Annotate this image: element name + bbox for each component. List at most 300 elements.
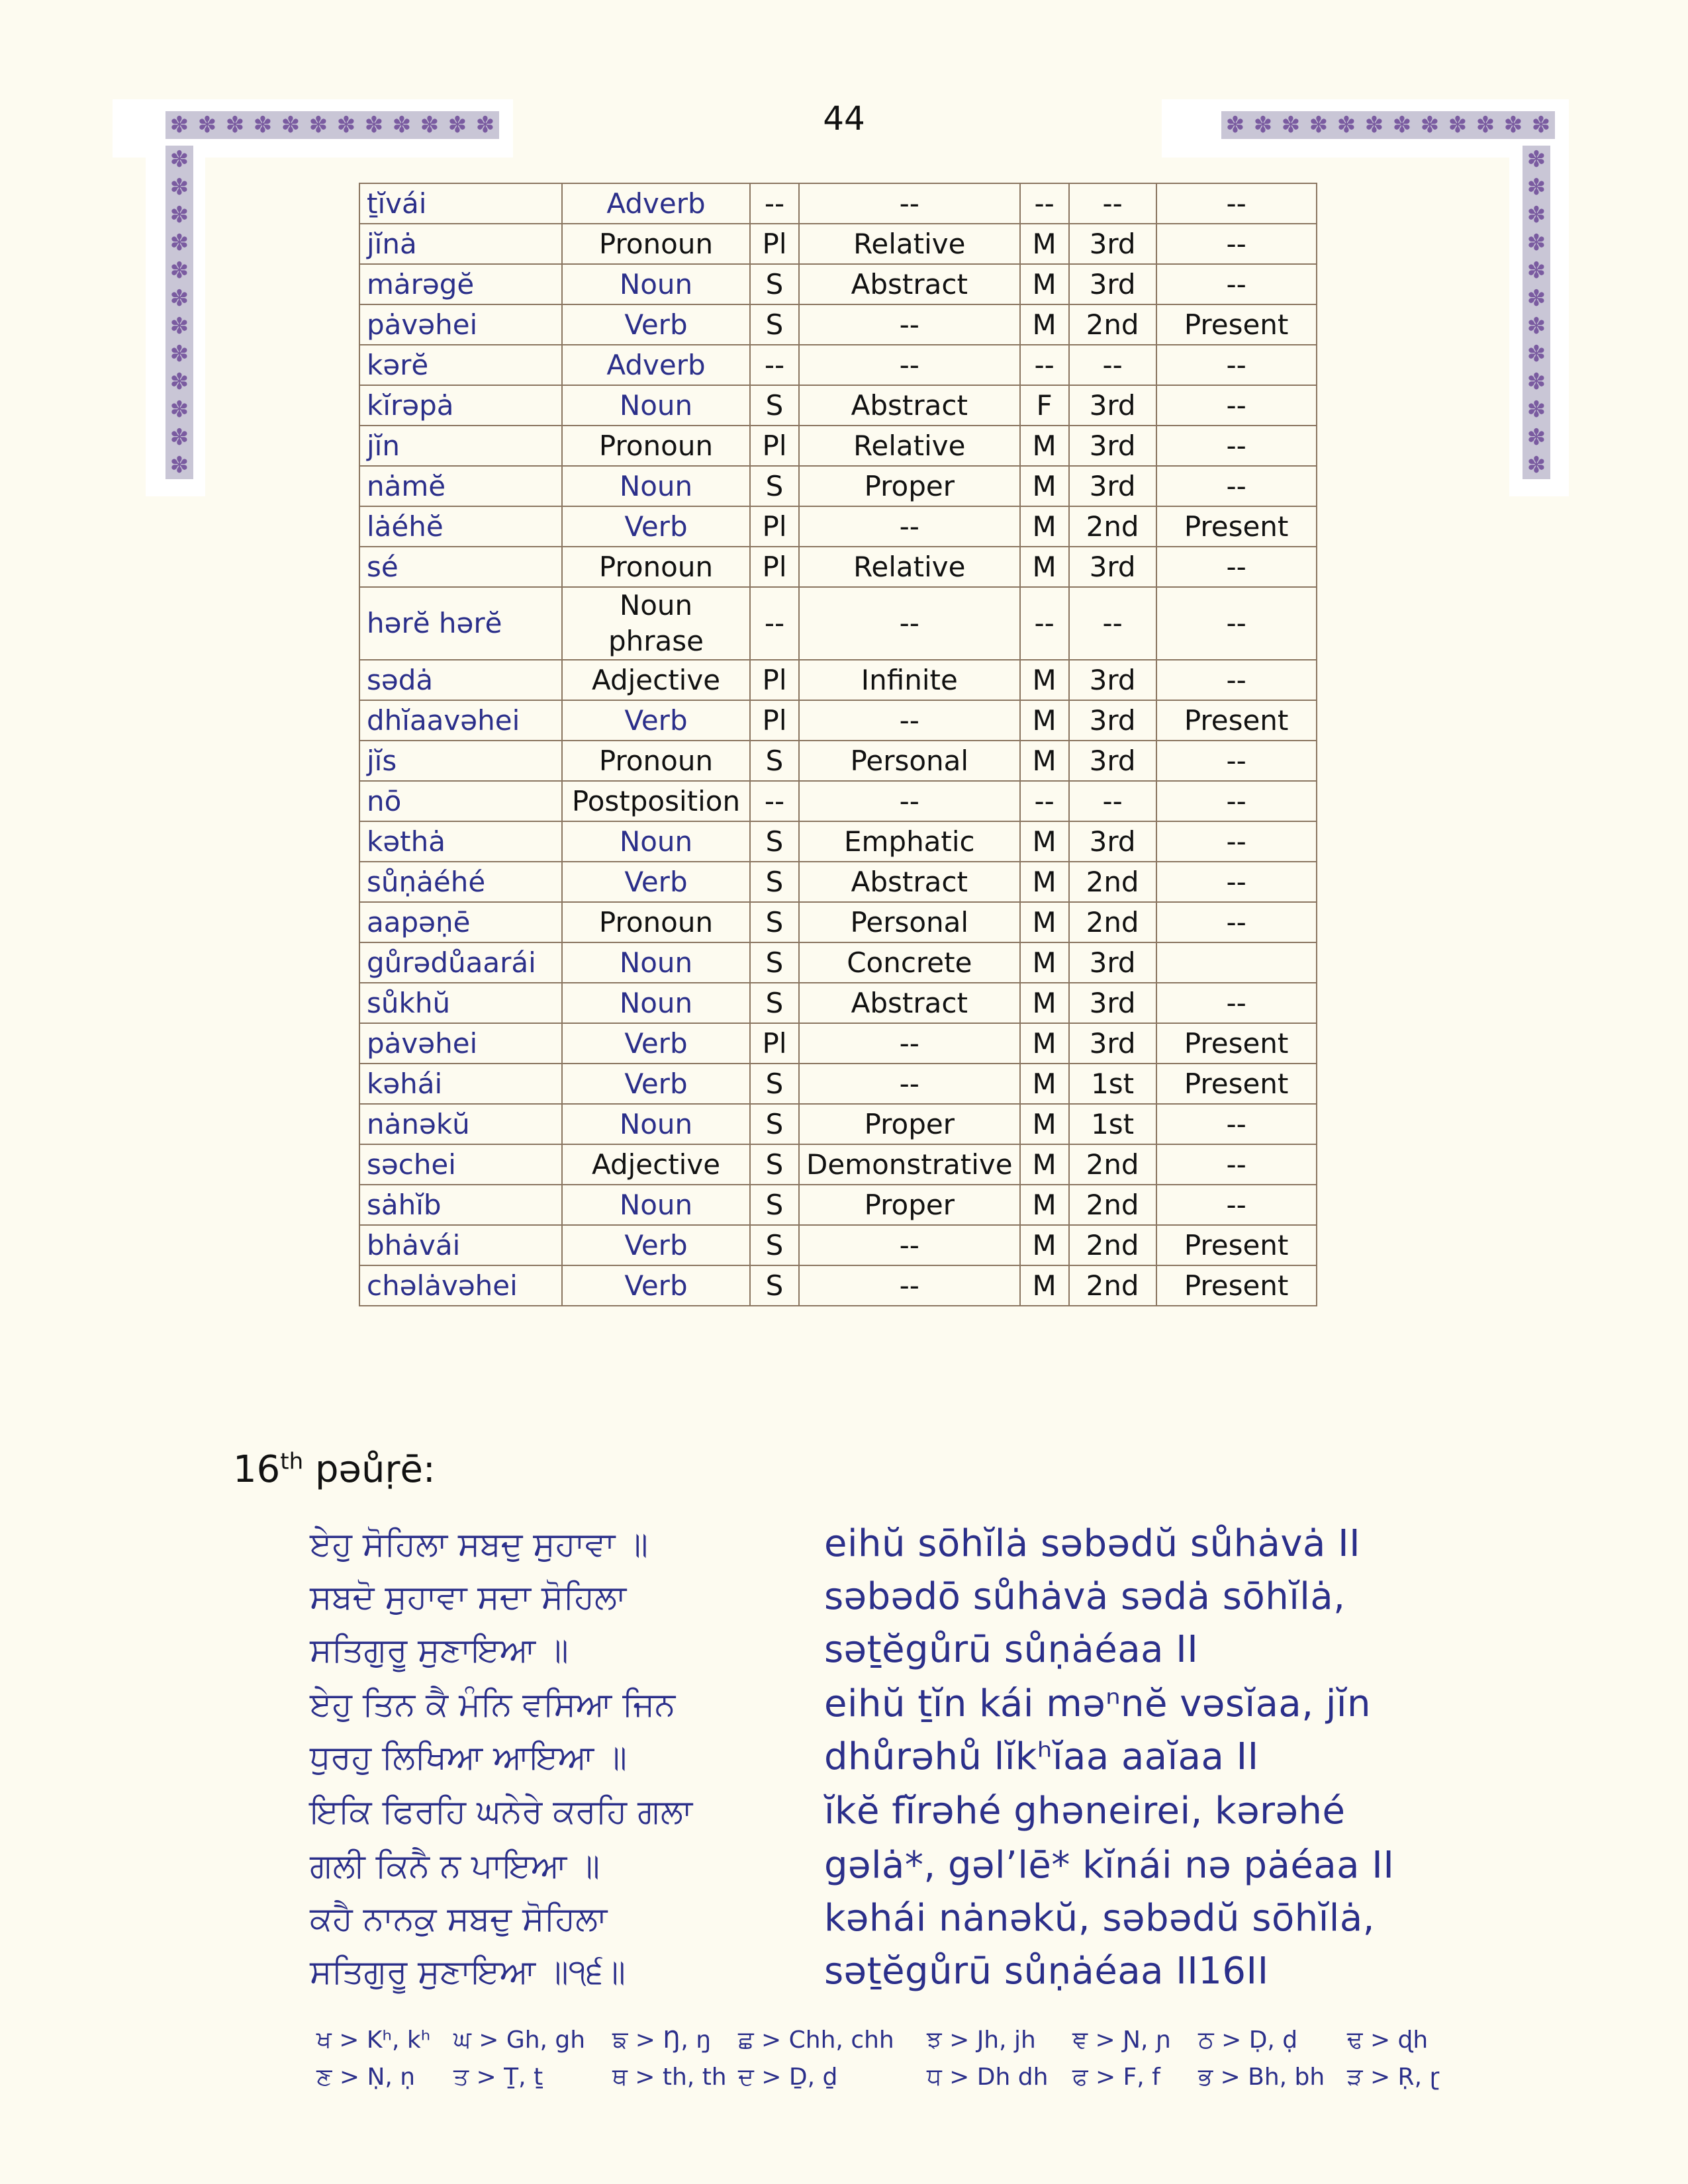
cell-gender: M <box>1020 466 1069 506</box>
cell-type: -- <box>799 587 1020 660</box>
table-row <box>359 426 1317 466</box>
cell-num: Pl <box>750 426 799 466</box>
cell-num: S <box>750 902 799 942</box>
cell-gender: M <box>1020 821 1069 862</box>
cell-gender: M <box>1020 1064 1069 1104</box>
table-row <box>359 385 1317 426</box>
flower-ornament-icon: ✽ <box>1416 111 1444 139</box>
cell-pos: Verb <box>562 506 750 547</box>
cell-word: jĭs <box>359 741 562 781</box>
cell-pos: Noun phrase <box>562 587 750 660</box>
cell-gender: M <box>1020 862 1069 902</box>
table-row <box>359 942 1317 983</box>
key-entry: ਧ > Dh dh <box>927 2064 1049 2091</box>
cell-word: sůṇȧéhé <box>359 862 562 902</box>
cell-num: S <box>750 466 799 506</box>
key-entry: ਤ > Ṯ, ṯ <box>453 2064 543 2091</box>
cell-num: -- <box>750 183 799 224</box>
cell-type: -- <box>799 1225 1020 1265</box>
table-row <box>359 587 1317 660</box>
flower-ornament-icon: ✽ <box>1523 451 1550 479</box>
cell-gender: M <box>1020 1023 1069 1064</box>
key-entry: ਞ > Ɲ, ɲ <box>1072 2026 1172 2054</box>
cell-type: Proper <box>799 1104 1020 1144</box>
gurmukhi-line: ਇਕਿ ਫਿਰਹਿ ਘਨੇਰੇ ਕਰਹਿ ਗਲਾ <box>310 1792 693 1831</box>
cell-type: -- <box>799 781 1020 821</box>
flower-ornament-icon: ✽ <box>332 111 360 139</box>
key-entry: ਥ > th, th <box>612 2064 727 2091</box>
cell-tense: Present <box>1156 1265 1317 1306</box>
gurmukhi-line: ਸਤਿਗੁਰੂ ਸੁਣਾਇਆ ॥ <box>310 1631 569 1669</box>
cell-gender: M <box>1020 547 1069 587</box>
cell-person: -- <box>1069 183 1156 224</box>
cell-pos: Verb <box>562 1023 750 1064</box>
table-row <box>359 1144 1317 1185</box>
flower-ornament-icon: ✽ <box>165 257 193 285</box>
cell-person: -- <box>1069 587 1156 660</box>
transliteration-line: kəhái nȧnəkŭ, səbədŭ sōhĭlȧ, <box>824 1897 1375 1940</box>
table-row <box>359 821 1317 862</box>
flower-ornament-icon: ✽ <box>1523 312 1550 340</box>
key-entry: ਝ > Jh, jh <box>927 2026 1036 2054</box>
cell-gender: -- <box>1020 781 1069 821</box>
cell-tense: -- <box>1156 587 1317 660</box>
cell-gender: M <box>1020 304 1069 345</box>
cell-pos: Noun <box>562 1185 750 1225</box>
cell-num: S <box>750 385 799 426</box>
table-row <box>359 1023 1317 1064</box>
cell-tense: Present <box>1156 700 1317 741</box>
cell-tense: -- <box>1156 466 1317 506</box>
cell-type: Concrete <box>799 942 1020 983</box>
flower-ornament-icon: ✽ <box>1523 368 1550 396</box>
cell-person: -- <box>1069 781 1156 821</box>
cell-type: -- <box>799 1023 1020 1064</box>
cell-tense: -- <box>1156 264 1317 304</box>
cell-type: -- <box>799 506 1020 547</box>
cell-num: S <box>750 983 799 1023</box>
flower-ornament-icon: ✽ <box>165 201 193 229</box>
cell-num: Pl <box>750 506 799 547</box>
cell-pos: Adverb <box>562 183 750 224</box>
cell-pos: Verb <box>562 862 750 902</box>
cell-tense: -- <box>1156 224 1317 264</box>
cell-tense: -- <box>1156 902 1317 942</box>
gurmukhi-line: ਸਤਿਗੁਰੂ ਸੁਣਾਇਆ ॥੧੬॥ <box>310 1952 626 1991</box>
cell-person: 1st <box>1069 1104 1156 1144</box>
flower-ornament-icon: ✽ <box>165 424 193 451</box>
cell-type: Relative <box>799 547 1020 587</box>
cell-gender: M <box>1020 264 1069 304</box>
cell-gender: -- <box>1020 587 1069 660</box>
cell-num: Pl <box>750 700 799 741</box>
cell-tense: Present <box>1156 1023 1317 1064</box>
table-row <box>359 741 1317 781</box>
cell-pos: Noun <box>562 1104 750 1144</box>
cell-pos: Postposition <box>562 781 750 821</box>
gurmukhi-line: ਗਲੀ ਕਿਨੈ ਨ ਪਾਇਆ ॥ <box>310 1846 600 1885</box>
key-entry: ਠ > Ḍ, ḍ <box>1198 2026 1298 2054</box>
flower-ornament-icon: ✽ <box>1523 396 1550 424</box>
cell-gender: M <box>1020 1144 1069 1185</box>
cell-person: 3rd <box>1069 1023 1156 1064</box>
flower-ornament-icon: ✽ <box>1523 257 1550 285</box>
flower-ornament-icon: ✽ <box>1523 424 1550 451</box>
cell-num: -- <box>750 587 799 660</box>
flower-ornament-icon: ✽ <box>1388 111 1416 139</box>
cell-person: 2nd <box>1069 862 1156 902</box>
cell-person: 1st <box>1069 1064 1156 1104</box>
cell-type: -- <box>799 183 1020 224</box>
cell-type: Abstract <box>799 264 1020 304</box>
cell-word: sȧhĭb <box>359 1185 562 1225</box>
gurmukhi-line: ਏਹੁ ਸੋਹਿਲਾ ਸਬਦੁ ਸੁਹਾਵਾ ॥ <box>310 1525 648 1563</box>
cell-person: 2nd <box>1069 902 1156 942</box>
cell-word: bhȧvái <box>359 1225 562 1265</box>
cell-pos: Noun <box>562 385 750 426</box>
flower-ornament-icon: ✽ <box>444 111 471 139</box>
cell-person: 3rd <box>1069 547 1156 587</box>
cell-pos: Adverb <box>562 345 750 385</box>
cell-gender: M <box>1020 660 1069 700</box>
flower-border-right <box>1523 146 1550 479</box>
cell-person: 2nd <box>1069 506 1156 547</box>
flower-ornament-icon: ✽ <box>165 173 193 201</box>
table-row <box>359 1104 1317 1144</box>
cell-tense: -- <box>1156 345 1317 385</box>
table-row <box>359 700 1317 741</box>
table-row <box>359 660 1317 700</box>
key-entry: ਖ > Kʰ, kʰ <box>316 2026 431 2054</box>
cell-gender: M <box>1020 983 1069 1023</box>
flower-ornament-icon: ✽ <box>165 368 193 396</box>
key-entry: ਛ > Chh, chh <box>738 2026 894 2054</box>
flower-ornament-icon: ✽ <box>165 451 193 479</box>
section-heading <box>233 1448 436 1491</box>
cell-tense: -- <box>1156 1144 1317 1185</box>
flower-ornament-icon: ✽ <box>277 111 305 139</box>
cell-type: -- <box>799 304 1020 345</box>
table-row <box>359 345 1317 385</box>
flower-ornament-icon: ✽ <box>193 111 221 139</box>
cell-person: 3rd <box>1069 942 1156 983</box>
cell-tense: -- <box>1156 547 1317 587</box>
table-row <box>359 466 1317 506</box>
cell-person: -- <box>1069 345 1156 385</box>
cell-tense: -- <box>1156 821 1317 862</box>
cell-num: S <box>750 1225 799 1265</box>
cell-tense: -- <box>1156 183 1317 224</box>
cell-person: 3rd <box>1069 264 1156 304</box>
cell-type: Abstract <box>799 983 1020 1023</box>
cell-num: S <box>750 1144 799 1185</box>
cell-person: 2nd <box>1069 1185 1156 1225</box>
section-ordinal: th <box>280 1448 304 1475</box>
cell-word: sədȧ <box>359 660 562 700</box>
cell-num: S <box>750 821 799 862</box>
flower-ornament-icon: ✽ <box>471 111 499 139</box>
cell-type: Relative <box>799 426 1020 466</box>
cell-word: sé <box>359 547 562 587</box>
cell-pos: Pronoun <box>562 741 750 781</box>
table-row <box>359 902 1317 942</box>
flower-ornament-icon: ✽ <box>165 229 193 257</box>
transliteration-line: eihŭ sōhĭlȧ səbədŭ sůhȧvȧ II <box>824 1522 1361 1565</box>
cell-pos: Noun <box>562 466 750 506</box>
flower-ornament-icon: ✽ <box>1472 111 1499 139</box>
gurmukhi-line: ਏਹੁ ਤਿਨ ਕੈ ਮੰਨਿ ਵਸਿਆ ਜਿਨ <box>310 1685 676 1723</box>
table-row <box>359 1185 1317 1225</box>
cell-tense: -- <box>1156 426 1317 466</box>
cell-tense: -- <box>1156 385 1317 426</box>
page-number: 44 <box>823 99 865 138</box>
flower-ornament-icon: ✽ <box>249 111 277 139</box>
gurmukhi-line: ਕਹੈ ਨਾਨਕੁ ਸਬਦੁ ਸੋਹਿਲਾ <box>310 1899 608 1938</box>
cell-word: pȧvəhei <box>359 304 562 345</box>
cell-num: S <box>750 1064 799 1104</box>
flower-ornament-icon: ✽ <box>360 111 388 139</box>
cell-person: 3rd <box>1069 983 1156 1023</box>
cell-word: kəhái <box>359 1064 562 1104</box>
cell-tense: Present <box>1156 1225 1317 1265</box>
cell-pos: Verb <box>562 1265 750 1306</box>
cell-pos: Pronoun <box>562 547 750 587</box>
cell-num: S <box>750 942 799 983</box>
flower-ornament-icon: ✽ <box>388 111 416 139</box>
cell-gender: M <box>1020 741 1069 781</box>
cell-word: kərĕ <box>359 345 562 385</box>
cell-num: S <box>750 304 799 345</box>
cell-gender: M <box>1020 1104 1069 1144</box>
flower-ornament-icon: ✽ <box>1444 111 1472 139</box>
cell-word: chəlȧvəhei <box>359 1265 562 1306</box>
gurmukhi-line: ਧੁਰਹੁ ਲਿਖਿਆ ਆਇਆ ॥ <box>310 1738 627 1776</box>
cell-type: -- <box>799 1064 1020 1104</box>
cell-pos: Noun <box>562 821 750 862</box>
flower-ornament-icon: ✽ <box>1523 173 1550 201</box>
cell-pos: Verb <box>562 1064 750 1104</box>
transliteration-line: səbədō sůhȧvȧ sədȧ sōhĭlȧ, <box>824 1575 1346 1618</box>
cell-word: səchei <box>359 1144 562 1185</box>
cell-type: -- <box>799 700 1020 741</box>
cell-gender: F <box>1020 385 1069 426</box>
transliteration-line: dhůrəhů lĭkʰĭaa aaĭaa II <box>824 1735 1259 1778</box>
cell-pos: Verb <box>562 1225 750 1265</box>
flower-ornament-icon: ✽ <box>221 111 249 139</box>
flower-ornament-icon: ✽ <box>1499 111 1527 139</box>
cell-gender: M <box>1020 1225 1069 1265</box>
flower-border-top-left <box>165 111 499 139</box>
cell-gender: -- <box>1020 183 1069 224</box>
section-number: 16 <box>233 1448 281 1491</box>
cell-gender: M <box>1020 224 1069 264</box>
table-row <box>359 1265 1317 1306</box>
cell-pos: Verb <box>562 304 750 345</box>
cell-type: Demonstrative <box>799 1144 1020 1185</box>
flower-border-left <box>165 146 193 479</box>
cell-pos: Noun <box>562 942 750 983</box>
cell-pos: Pronoun <box>562 902 750 942</box>
transliteration-line: gəlȧ*, gəl’lē* kĭnái nə pȧéaa II <box>824 1844 1395 1887</box>
cell-num: S <box>750 1265 799 1306</box>
cell-person: 3rd <box>1069 385 1156 426</box>
flower-ornament-icon: ✽ <box>1523 146 1550 173</box>
cell-type: -- <box>799 1265 1020 1306</box>
flower-ornament-icon: ✽ <box>1523 340 1550 368</box>
cell-num: Pl <box>750 547 799 587</box>
cell-tense: -- <box>1156 660 1317 700</box>
flower-ornament-icon: ✽ <box>165 312 193 340</box>
flower-ornament-icon: ✽ <box>1277 111 1305 139</box>
cell-pos: Verb <box>562 700 750 741</box>
cell-num: S <box>750 1104 799 1144</box>
cell-word: lȧéhĕ <box>359 506 562 547</box>
cell-word: jĭnȧ <box>359 224 562 264</box>
flower-ornament-icon: ✽ <box>1523 201 1550 229</box>
grammar-table <box>359 183 1317 1306</box>
cell-word: nȧnəkŭ <box>359 1104 562 1144</box>
cell-person: 2nd <box>1069 304 1156 345</box>
key-entry: ਘ > Gh, gh <box>453 2026 586 2054</box>
cell-pos: Noun <box>562 264 750 304</box>
flower-ornament-icon: ✽ <box>165 111 193 139</box>
gurmukhi-line: ਸਬਦੋ ਸੁਹਾਵਾ ਸਦਾ ਸੋਹਿਲਾ <box>310 1578 627 1616</box>
key-entry: ਭ > Bh, bh <box>1198 2064 1325 2091</box>
table-row <box>359 862 1317 902</box>
cell-num: Pl <box>750 224 799 264</box>
transliteration-line: səṯĕgůrū sůṇȧéaa II16II <box>824 1950 1269 1993</box>
cell-word: aapəṇē <box>359 902 562 942</box>
cell-person: 3rd <box>1069 426 1156 466</box>
flower-ornament-icon: ✽ <box>165 146 193 173</box>
cell-num: S <box>750 741 799 781</box>
cell-type: Personal <box>799 902 1020 942</box>
flower-ornament-icon: ✽ <box>1333 111 1360 139</box>
cell-type: Abstract <box>799 862 1020 902</box>
cell-person: 3rd <box>1069 660 1156 700</box>
cell-person: 3rd <box>1069 821 1156 862</box>
table-row <box>359 1064 1317 1104</box>
cell-gender: M <box>1020 1265 1069 1306</box>
cell-pos: Pronoun <box>562 426 750 466</box>
flower-border-top-right <box>1221 111 1555 139</box>
table-row <box>359 983 1317 1023</box>
cell-word: nȧmĕ <box>359 466 562 506</box>
cell-gender: M <box>1020 902 1069 942</box>
table-row <box>359 547 1317 587</box>
cell-person: 2nd <box>1069 1144 1156 1185</box>
table-row <box>359 506 1317 547</box>
cell-tense: -- <box>1156 862 1317 902</box>
cell-num: S <box>750 264 799 304</box>
key-entry: ਫ > F, f <box>1072 2064 1160 2091</box>
cell-word: sůkhŭ <box>359 983 562 1023</box>
cell-word: gůrədůaarái <box>359 942 562 983</box>
cell-person: 3rd <box>1069 741 1156 781</box>
key-entry: ਙ > Ŋ, ŋ <box>612 2026 712 2054</box>
flower-ornament-icon: ✽ <box>1527 111 1555 139</box>
cell-pos: Noun <box>562 983 750 1023</box>
flower-ornament-icon: ✽ <box>1523 229 1550 257</box>
table-row <box>359 781 1317 821</box>
cell-type: Emphatic <box>799 821 1020 862</box>
cell-tense: Present <box>1156 1064 1317 1104</box>
cell-tense: Present <box>1156 506 1317 547</box>
cell-person: 2nd <box>1069 1265 1156 1306</box>
cell-word: jĭn <box>359 426 562 466</box>
cell-gender: -- <box>1020 345 1069 385</box>
cell-tense: -- <box>1156 741 1317 781</box>
flower-ornament-icon: ✽ <box>416 111 444 139</box>
cell-num: S <box>750 862 799 902</box>
cell-gender: M <box>1020 506 1069 547</box>
transliteration-line: səṯĕgůrū sůṇȧéaa II <box>824 1628 1199 1671</box>
cell-word: hərĕ hərĕ <box>359 587 562 660</box>
key-entry: ਢ > ɖh <box>1347 2026 1429 2054</box>
flower-ornament-icon: ✽ <box>1305 111 1333 139</box>
key-entry: ਦ > Ḏ, ḏ <box>738 2064 838 2091</box>
cell-type: -- <box>799 345 1020 385</box>
flower-ornament-icon: ✽ <box>165 396 193 424</box>
key-entry: ਣ > Ṇ, ṇ <box>316 2064 416 2091</box>
table-row <box>359 224 1317 264</box>
cell-num: S <box>750 1185 799 1225</box>
table-row <box>359 264 1317 304</box>
cell-word: dhĭaavəhei <box>359 700 562 741</box>
transliteration-line: eihŭ ṯĭn kái məⁿnĕ vəsĭaa, jĭn <box>824 1682 1371 1725</box>
flower-ornament-icon: ✽ <box>165 340 193 368</box>
cell-tense: -- <box>1156 1185 1317 1225</box>
table-row <box>359 1225 1317 1265</box>
cell-num: Pl <box>750 660 799 700</box>
cell-word: kĭrəpȧ <box>359 385 562 426</box>
cell-word: mȧrəgĕ <box>359 264 562 304</box>
cell-pos: Adjective <box>562 660 750 700</box>
cell-type: Relative <box>799 224 1020 264</box>
cell-num: -- <box>750 345 799 385</box>
cell-tense: -- <box>1156 983 1317 1023</box>
section-title: pəůṛē: <box>303 1448 436 1491</box>
cell-tense: -- <box>1156 781 1317 821</box>
table-row <box>359 183 1317 224</box>
flower-ornament-icon: ✽ <box>1249 111 1277 139</box>
cell-gender: M <box>1020 942 1069 983</box>
flower-ornament-icon: ✽ <box>1523 285 1550 312</box>
table-row <box>359 304 1317 345</box>
cell-num: Pl <box>750 1023 799 1064</box>
cell-person: 3rd <box>1069 700 1156 741</box>
flower-ornament-icon: ✽ <box>165 285 193 312</box>
cell-type: Abstract <box>799 385 1020 426</box>
flower-ornament-icon: ✽ <box>305 111 332 139</box>
flower-ornament-icon: ✽ <box>1360 111 1388 139</box>
cell-gender: M <box>1020 426 1069 466</box>
cell-tense: Present <box>1156 304 1317 345</box>
cell-word: nō <box>359 781 562 821</box>
cell-pos: Adjective <box>562 1144 750 1185</box>
cell-type: Proper <box>799 1185 1020 1225</box>
cell-type: Personal <box>799 741 1020 781</box>
cell-tense: -- <box>1156 1104 1317 1144</box>
cell-type: Proper <box>799 466 1020 506</box>
cell-num: -- <box>750 781 799 821</box>
cell-person: 2nd <box>1069 1225 1156 1265</box>
cell-tense <box>1156 942 1317 983</box>
cell-person: 3rd <box>1069 466 1156 506</box>
cell-word: pȧvəhei <box>359 1023 562 1064</box>
cell-type: Infinite <box>799 660 1020 700</box>
key-entry: ੜ > Ṛ, ɽ <box>1347 2064 1440 2091</box>
